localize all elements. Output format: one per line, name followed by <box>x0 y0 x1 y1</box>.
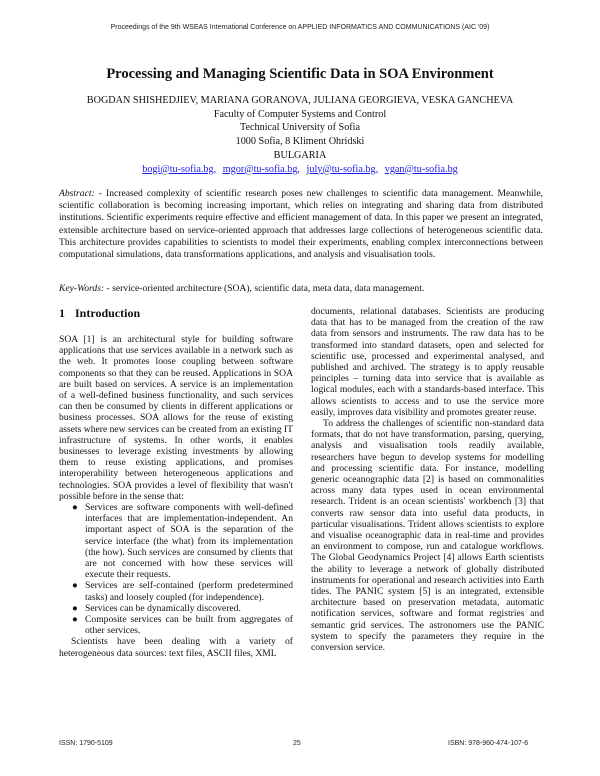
paragraph: documents, relational databases. Scientists are producing data that has to be managed from the creation of the raw data from sensors and instruments. The raw data has to be transformed into standard datasets, open and selected for scientific use, processed and experimental analysed, and published and archived. The strategy is to apply reusable principles – turning data into service that is available as logical modules, each with a standards-based interface. This allows scientists to access and to use the service more easily, improves data visibility and promotes greater reuse. <box>311 306 544 418</box>
footer-page-number: 25 <box>293 740 301 747</box>
author-address: 1000 Sofia, 8 Kliment Ohridski <box>235 136 365 148</box>
author-faculty: Faculty of Computer Systems and Control <box>213 108 387 120</box>
bullet-list <box>59 502 293 636</box>
list-item-text: Services are self-contained (perform predetermined tasks) and loosely coupled (for independence). <box>85 580 293 603</box>
author-emails <box>0 163 600 177</box>
left-column <box>59 334 293 659</box>
bullet-icon: ● <box>72 614 78 626</box>
email-link[interactable]: bogi@tu-sofia.bg, <box>142 163 217 175</box>
email-link[interactable]: july@tu-sofia.bg, <box>306 163 379 175</box>
right-column <box>311 306 544 653</box>
keywords <box>59 283 543 294</box>
section-heading <box>59 306 140 321</box>
section-number: 1 <box>59 306 65 320</box>
list-item-text: Composite services can be built from aggregates of other services. <box>85 614 293 637</box>
author-country: BULGARIA <box>273 149 327 161</box>
list-item <box>72 602 293 614</box>
keywords-text: - service-oriented architecture (SOA), scientific data, meta data, data management. <box>104 283 425 294</box>
keywords-label: Key-Words: <box>59 283 105 294</box>
paragraph: Scientists have been dealing with a variety of heterogeneous data sources: text files, ASCII files, XML <box>59 636 293 659</box>
abstract-label: Abstract: <box>59 188 95 199</box>
list-item <box>72 614 293 637</box>
list-item <box>72 580 293 603</box>
paragraph: To address the challenges of scientific non-standard data formats, that do not have transformation, parsing, querying, analysis and visualisation tools readily available, researchers have begun to develop systems for modelling and processing scientific data. For instance, modelling generic oceanographic data [2] is based on commonalities across many data types used in ocean environmental research. Trident is an ocean scientists' workbench [3] that converts raw sensor data into useful data products, in particular visualisations. Trident allows scientists to explore and visualise oceanographic data in real-time and provides an environment to compose, run and catalogue workflows. The Global Geodynamics Project [4] allows Earth scientists the ability to leverage a network of globally distributed instruments for operational and research activities into Earth tides. The PANIC system [5] is an integrated, extensible architecture based on preservation metadata, automatic notification services, software and format registries and semantic grid services. The astronomers use the PANIC system to specify the parameters they require in the conversion service. <box>311 418 544 654</box>
paper-title: Processing and Managing Scientific Data in SOA Environment <box>106 66 494 82</box>
email-link[interactable]: mgor@tu-sofia.bg, <box>222 163 300 175</box>
bullet-icon: ● <box>72 502 78 514</box>
abstract-text: - Increased complexity of scientific research poses new challenges to scientific data management. Meanwhile, scientific collaboration is becoming increasing important, which relies on integrating and sharing data from distributed institutions. Scientific experiments require effective and efficient management of data. In this paper we present an integrated, extensible architecture based on service-oriented approach that addresses large collections of heterogeneous scientific data. This architecture provides capabilities to scientists to model their experiments, enabling complex interconnections between computational simulations, data transformations applications, and analysis and visualisation tools. <box>59 188 543 261</box>
footer-issn: ISSN: 1790-5109 <box>59 740 113 747</box>
list-item <box>72 502 293 581</box>
abstract <box>59 188 543 261</box>
running-header: Proceedings of the 9th WSEAS International Conference on APPLIED INFORMATICS AND COMMUNICATIONS (AIC '09) <box>110 24 490 31</box>
bullet-icon: ● <box>72 602 78 614</box>
footer-isbn: ISBN: 978-960-474-107-6 <box>448 740 529 747</box>
author-names: BOGDAN SHISHEDJIEV, MARIANA GORANOVA, JULIANA GEORGIEVA, VESKA GANCHEVA <box>86 95 514 106</box>
paragraph: SOA [1] is an architectural style for building software applications that use services available in a network such as the web. It promotes loose coupling between software components so that they can be reused. Applications in SOA are built based on services. A service is an implementation of a well-defined business functionality, and such services can then be consumed by clients in different applications or business processes. SOA allows for the reuse of existing assets where new services can be created from an existing IT infrastructure of systems. In other words, it enables businesses to leverage existing investments by allowing them to reuse existing applications, and promises interoperability between heterogeneous applications and technologies. SOA provides a level of flexibility that wasn't possible before in the sense that: <box>59 334 293 502</box>
list-item-text: Services can be dynamically discovered. <box>85 602 241 614</box>
section-title: Introduction <box>75 306 141 320</box>
email-link[interactable]: vgan@tu-sofia.bg <box>384 163 458 175</box>
author-block <box>0 94 600 176</box>
list-item-text: Services are software components with well-defined interfaces that are implementation-independent. An important aspect of SOA is the separation of the service interface (the what) from its implementation (the how). Such services are consumed by clients that are not concerned with how these services will execute their requests. <box>85 502 293 581</box>
bullet-icon: ● <box>72 580 78 592</box>
author-university: Technical University of Sofia <box>239 122 361 134</box>
